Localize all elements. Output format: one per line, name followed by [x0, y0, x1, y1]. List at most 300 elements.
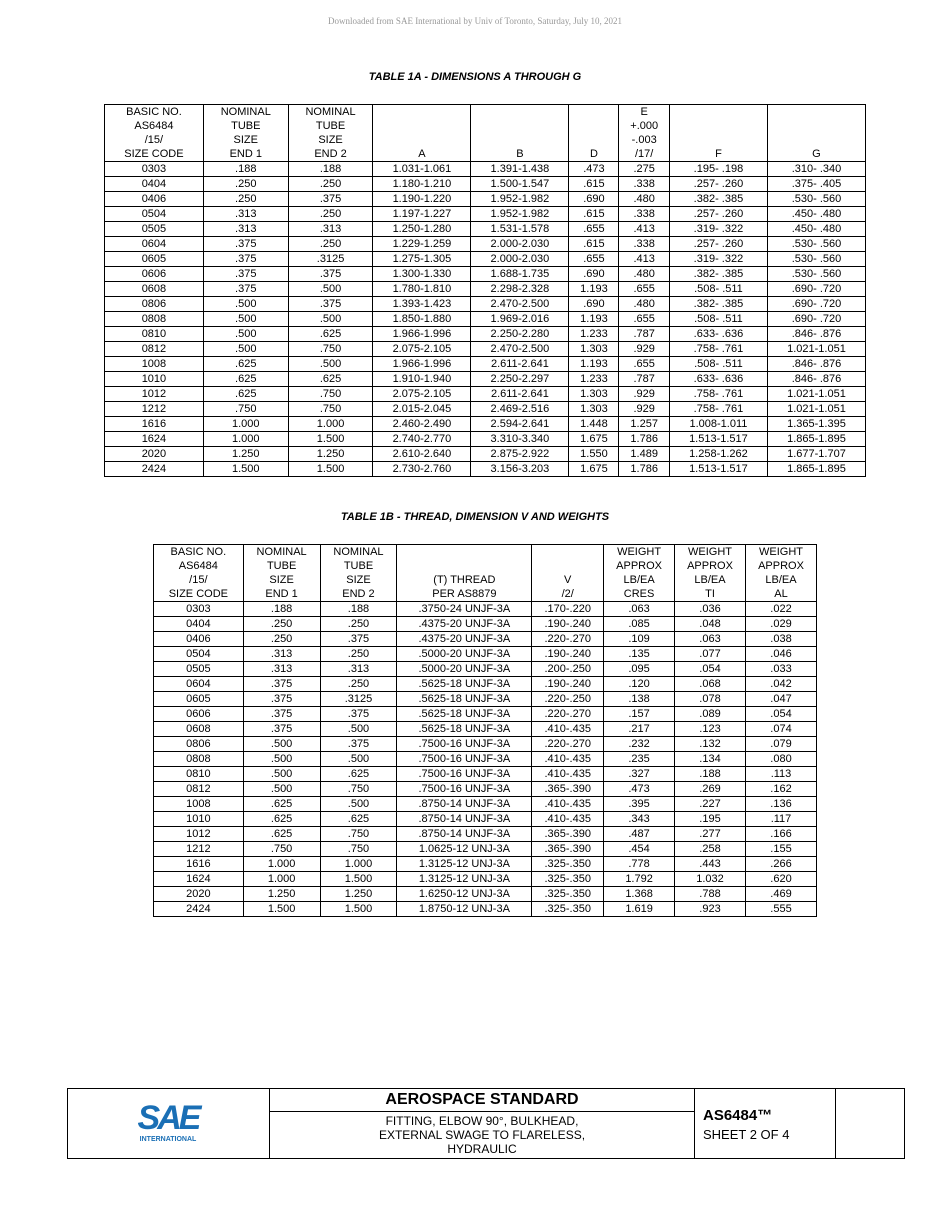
table-cell: .120 — [604, 677, 675, 692]
table-cell: .220-.250 — [532, 692, 604, 707]
table-row — [105, 462, 866, 477]
table-cell: .157 — [604, 707, 675, 722]
table-cell: 1.910-1.940 — [373, 372, 471, 387]
table-cell: 2.298-2.328 — [471, 282, 569, 297]
table-cell: .085 — [604, 617, 675, 632]
table-cell: .923 — [675, 902, 746, 917]
table-cell: .068 — [675, 677, 746, 692]
table-cell: 1.850-1.880 — [373, 312, 471, 327]
table-cell: .257- .260 — [669, 177, 767, 192]
table-cell: 1.250-1.280 — [373, 222, 471, 237]
column-header — [669, 105, 767, 162]
table-1a-title: TABLE 1A - DIMENSIONS A THROUGH G — [368, 71, 582, 83]
table-cell: 1.190-1.220 — [373, 192, 471, 207]
column-header-line: (T) THREAD — [433, 574, 496, 586]
table-cell: .500 — [320, 722, 397, 737]
table-cell: .250 — [288, 237, 373, 252]
table-row — [154, 662, 817, 677]
table-cell: .365-.390 — [532, 842, 604, 857]
table-cell: .750 — [288, 342, 373, 357]
table-cell: .846- .876 — [767, 327, 865, 342]
table-cell: .750 — [243, 842, 320, 857]
table-cell: 0406 — [154, 632, 244, 647]
table-cell: .200-.250 — [532, 662, 604, 677]
table-cell: 1.513-1.517 — [669, 462, 767, 477]
table-cell: .750 — [203, 402, 288, 417]
table-cell: .038 — [745, 632, 816, 647]
table-cell: .313 — [203, 207, 288, 222]
table-cell: .250 — [320, 647, 397, 662]
table-cell: .480 — [619, 192, 670, 207]
table-cell: 0604 — [154, 677, 244, 692]
title-block — [67, 1088, 905, 1159]
table-cell: .375 — [288, 192, 373, 207]
table-cell: 1.257 — [619, 417, 670, 432]
table-cell: 1.952-1.982 — [471, 207, 569, 222]
table-cell: .4375-20 UNJF-3A — [397, 617, 532, 632]
column-header-line: SIZE — [269, 574, 294, 586]
table-cell: 2.075-2.105 — [373, 387, 471, 402]
table-cell: .5000-20 UNJF-3A — [397, 647, 532, 662]
column-header-line: E — [640, 106, 648, 118]
table-header-row — [105, 105, 866, 162]
table-cell: .508- .511 — [669, 312, 767, 327]
table-cell: .166 — [745, 827, 816, 842]
column-header — [154, 545, 244, 602]
column-header — [675, 545, 746, 602]
table-cell: .195- .198 — [669, 162, 767, 177]
table-cell: 0608 — [154, 722, 244, 737]
table-cell: .138 — [604, 692, 675, 707]
column-header-line: APPROX — [687, 560, 733, 572]
table-cell: .054 — [675, 662, 746, 677]
table-cell: 1.258-1.262 — [669, 447, 767, 462]
table-cell: .625 — [203, 357, 288, 372]
table-cell: 2.250-2.297 — [471, 372, 569, 387]
table-cell: .155 — [745, 842, 816, 857]
title-cell — [270, 1089, 695, 1158]
column-header-line: AL — [774, 588, 788, 600]
table-cell: .690 — [569, 192, 619, 207]
standard-heading: AEROSPACE STANDARD — [270, 1089, 694, 1112]
table-cell: .5625-18 UNJF-3A — [397, 677, 532, 692]
table-row — [105, 417, 866, 432]
table-cell: .615 — [569, 237, 619, 252]
table-cell: 1.675 — [569, 462, 619, 477]
column-header-line: APPROX — [616, 560, 662, 572]
column-header-line: LB/EA — [623, 574, 655, 586]
column-header-line: LB/EA — [765, 574, 797, 586]
table-cell: 1.229-1.259 — [373, 237, 471, 252]
table-cell: 2.250-2.280 — [471, 327, 569, 342]
table-cell: 0608 — [105, 282, 204, 297]
table-cell: .450- .480 — [767, 222, 865, 237]
column-header — [745, 545, 816, 602]
table-row — [105, 237, 866, 252]
table-row — [105, 192, 866, 207]
table-cell: .5625-18 UNJF-3A — [397, 722, 532, 737]
table-cell: 2.470-2.500 — [471, 342, 569, 357]
table-cell: .530- .560 — [767, 267, 865, 282]
table-cell: .633- .636 — [669, 372, 767, 387]
table-cell: .7500-16 UNJF-3A — [397, 737, 532, 752]
table-cell: .7500-16 UNJF-3A — [397, 752, 532, 767]
table-cell: 1.500 — [243, 902, 320, 917]
table-cell: .620 — [745, 872, 816, 887]
table-cell: .690- .720 — [767, 312, 865, 327]
table-cell: .500 — [203, 312, 288, 327]
table-cell: .625 — [203, 372, 288, 387]
table-cell: .195 — [675, 812, 746, 827]
table-cell: .375 — [203, 237, 288, 252]
table-cell: 0605 — [154, 692, 244, 707]
table-cell: .8750-14 UNJF-3A — [397, 797, 532, 812]
table-cell: .375 — [243, 677, 320, 692]
thread-weights-table — [153, 544, 817, 917]
table-cell: .313 — [320, 662, 397, 677]
table-cell: .500 — [320, 752, 397, 767]
table-cell: 1.952-1.982 — [471, 192, 569, 207]
table-row — [154, 887, 817, 902]
column-header — [397, 545, 532, 602]
table-cell: .063 — [604, 602, 675, 617]
table-cell: .500 — [288, 357, 373, 372]
table-cell: .443 — [675, 857, 746, 872]
table-cell: .375 — [320, 737, 397, 752]
table-cell: 0808 — [154, 752, 244, 767]
table-cell: .500 — [243, 782, 320, 797]
table-cell: .029 — [745, 617, 816, 632]
column-header-line: BASIC NO. — [126, 106, 182, 118]
column-header-line: TUBE — [266, 560, 297, 572]
sae-logo-cell — [68, 1089, 270, 1158]
table-cell: 2.611-2.641 — [471, 387, 569, 402]
table-cell: 1.688-1.735 — [471, 267, 569, 282]
table-cell: .750 — [320, 827, 397, 842]
table-cell: .310- .340 — [767, 162, 865, 177]
table-cell: 2020 — [154, 887, 244, 902]
column-header — [619, 105, 670, 162]
table-row — [105, 357, 866, 372]
table-row — [105, 162, 866, 177]
table-cell: .325-.350 — [532, 857, 604, 872]
table-cell: .469 — [745, 887, 816, 902]
table-cell: 1.000 — [203, 417, 288, 432]
table-cell: 0505 — [154, 662, 244, 677]
table-cell: 1.531-1.578 — [471, 222, 569, 237]
column-header-line: D — [589, 148, 598, 160]
table-cell: 1.021-1.051 — [767, 402, 865, 417]
table-cell: .500 — [203, 327, 288, 342]
table-cell: 0810 — [154, 767, 244, 782]
table-cell: .633- .636 — [669, 327, 767, 342]
table-cell: .454 — [604, 842, 675, 857]
table-cell: .319- .322 — [669, 252, 767, 267]
table-cell: 1.619 — [604, 902, 675, 917]
table-cell: .365-.390 — [532, 782, 604, 797]
column-header-line: SIZE CODE — [124, 148, 184, 160]
table-cell: .480 — [619, 297, 670, 312]
table-row — [105, 222, 866, 237]
table-cell: 1.500 — [288, 432, 373, 447]
table-cell: 1212 — [105, 402, 204, 417]
table-cell: .338 — [619, 207, 670, 222]
table-cell: 2.611-2.641 — [471, 357, 569, 372]
table-cell: 2424 — [105, 462, 204, 477]
table-cell: 1.250 — [288, 447, 373, 462]
table-cell: 1.865-1.895 — [767, 432, 865, 447]
table-cell: 2.740-2.770 — [373, 432, 471, 447]
table-cell: 1.500 — [288, 462, 373, 477]
table-cell: 1.550 — [569, 447, 619, 462]
table-cell: .257- .260 — [669, 207, 767, 222]
sae-logo-subtext: INTERNATIONAL — [139, 1136, 197, 1143]
table-cell: .410-.435 — [532, 722, 604, 737]
table-cell: 2.730-2.760 — [373, 462, 471, 477]
table-cell: .375 — [288, 297, 373, 312]
table-cell: .480 — [619, 267, 670, 282]
table-cell: .690- .720 — [767, 297, 865, 312]
table-cell: 1616 — [154, 857, 244, 872]
column-header-line: PER AS8879 — [432, 588, 497, 600]
table-cell: .413 — [619, 252, 670, 267]
table-cell: .375 — [243, 707, 320, 722]
column-header-line: SIZE — [318, 134, 343, 146]
table-cell: .508- .511 — [669, 357, 767, 372]
column-header-line: CRES — [623, 588, 655, 600]
table-row — [154, 857, 817, 872]
column-header-line: WEIGHT — [758, 546, 803, 558]
table-cell: .117 — [745, 812, 816, 827]
table-cell: .375 — [320, 707, 397, 722]
column-header-line: A — [418, 148, 426, 160]
table-cell: 1.675 — [569, 432, 619, 447]
table-cell: .338 — [619, 177, 670, 192]
table-cell: .500 — [243, 752, 320, 767]
table-cell: 1.513-1.517 — [669, 432, 767, 447]
table-cell: .3125 — [288, 252, 373, 267]
table-cell: .3750-24 UNJF-3A — [397, 602, 532, 617]
column-header-line: /2/ — [561, 588, 574, 600]
table-cell: 2.015-2.045 — [373, 402, 471, 417]
table-cell: .327 — [604, 767, 675, 782]
table-cell: .227 — [675, 797, 746, 812]
table-cell: .615 — [569, 207, 619, 222]
table-row — [105, 297, 866, 312]
column-header-line: LB/EA — [694, 574, 726, 586]
column-header-line: V — [564, 574, 572, 586]
table-row — [105, 267, 866, 282]
table-cell: 1.250 — [320, 887, 397, 902]
column-header — [767, 105, 865, 162]
table-cell: .063 — [675, 632, 746, 647]
table-cell: .188 — [203, 162, 288, 177]
table-cell: .750 — [288, 387, 373, 402]
table-cell: .500 — [288, 312, 373, 327]
table-row — [154, 752, 817, 767]
table-cell: 1212 — [154, 842, 244, 857]
table-cell: 0810 — [105, 327, 204, 342]
table-row — [105, 372, 866, 387]
table-cell: .929 — [619, 402, 670, 417]
table-cell: 0406 — [105, 192, 204, 207]
table-cell: 1.966-1.996 — [373, 357, 471, 372]
table-cell: .232 — [604, 737, 675, 752]
table-cell: 1.193 — [569, 282, 619, 297]
table-cell: .190-.240 — [532, 677, 604, 692]
table-cell: .054 — [745, 707, 816, 722]
table-cell: .136 — [745, 797, 816, 812]
table-cell: 2.000-2.030 — [471, 252, 569, 267]
column-header-line: END 1 — [265, 588, 298, 600]
table-cell: .555 — [745, 902, 816, 917]
table-row — [105, 177, 866, 192]
table-cell: .473 — [569, 162, 619, 177]
table-row — [105, 282, 866, 297]
table-cell: .048 — [675, 617, 746, 632]
document-subtitle — [270, 1112, 694, 1156]
table-cell: .170-.220 — [532, 602, 604, 617]
table-cell: .758- .761 — [669, 402, 767, 417]
table-cell: 0504 — [105, 207, 204, 222]
table-cell: .846- .876 — [767, 357, 865, 372]
table-cell: .188 — [243, 602, 320, 617]
table-cell: .375 — [243, 692, 320, 707]
column-header-line: TUBE — [315, 120, 346, 132]
table-cell: .258 — [675, 842, 746, 857]
table-cell: 1.393-1.423 — [373, 297, 471, 312]
column-header — [243, 545, 320, 602]
document-number-cell — [695, 1089, 836, 1158]
table-cell: 1.677-1.707 — [767, 447, 865, 462]
table-cell: .5625-18 UNJF-3A — [397, 707, 532, 722]
table-cell: .190-.240 — [532, 617, 604, 632]
table-cell: .235 — [604, 752, 675, 767]
table-cell: .750 — [288, 402, 373, 417]
table-cell: 1012 — [105, 387, 204, 402]
table-cell: .8750-14 UNJF-3A — [397, 827, 532, 842]
table-cell: 0812 — [154, 782, 244, 797]
table-cell: 1008 — [154, 797, 244, 812]
column-header-line: NOMINAL — [305, 106, 356, 118]
column-header-line: END 2 — [342, 588, 375, 600]
table-cell: 1.500-1.547 — [471, 177, 569, 192]
table-cell: .500 — [203, 297, 288, 312]
table-cell: 0504 — [154, 647, 244, 662]
table-cell: .079 — [745, 737, 816, 752]
table-row — [154, 647, 817, 662]
table-cell: .375 — [288, 267, 373, 282]
table-row — [154, 872, 817, 887]
table-cell: .690 — [569, 297, 619, 312]
table-cell: .500 — [203, 342, 288, 357]
table-row — [154, 737, 817, 752]
table-cell: 1.000 — [243, 857, 320, 872]
download-watermark: Downloaded from SAE International by Univ of Toronto, Saturday, July 10, 2021 — [327, 16, 623, 26]
table-row — [154, 812, 817, 827]
table-cell: 1.966-1.996 — [373, 327, 471, 342]
table-cell: .500 — [243, 767, 320, 782]
table-row — [154, 902, 817, 917]
table-cell: .095 — [604, 662, 675, 677]
table-cell: .655 — [619, 357, 670, 372]
table-cell: 1.197-1.227 — [373, 207, 471, 222]
table-row — [154, 617, 817, 632]
table-cell: .788 — [675, 887, 746, 902]
table-cell: 2424 — [154, 902, 244, 917]
table-cell: .343 — [604, 812, 675, 827]
table-cell: .250 — [243, 632, 320, 647]
table-cell: 2.075-2.105 — [373, 342, 471, 357]
table-cell: 0606 — [154, 707, 244, 722]
table-cell: .250 — [203, 192, 288, 207]
table-cell: .132 — [675, 737, 746, 752]
column-header-line: END 2 — [314, 148, 347, 160]
table-cell: .036 — [675, 602, 746, 617]
table-cell: 1.786 — [619, 432, 670, 447]
table-cell: .375 — [243, 722, 320, 737]
table-cell: .375- .405 — [767, 177, 865, 192]
table-cell: .275 — [619, 162, 670, 177]
table-cell: 0606 — [105, 267, 204, 282]
table-cell: .410-.435 — [532, 767, 604, 782]
table-row — [154, 602, 817, 617]
table-cell: 1.780-1.810 — [373, 282, 471, 297]
column-header-line: TUBE — [343, 560, 374, 572]
table-cell: .655 — [619, 312, 670, 327]
table-cell: 1008 — [105, 357, 204, 372]
column-header — [288, 105, 373, 162]
table-cell: .269 — [675, 782, 746, 797]
table-cell: .047 — [745, 692, 816, 707]
table-cell: .109 — [604, 632, 675, 647]
table-cell: .188 — [320, 602, 397, 617]
table-cell: .410-.435 — [532, 797, 604, 812]
table-cell: .313 — [288, 222, 373, 237]
table-row — [154, 827, 817, 842]
table-cell: .135 — [604, 647, 675, 662]
table-cell: 1.792 — [604, 872, 675, 887]
table-cell: .266 — [745, 857, 816, 872]
table-row — [154, 707, 817, 722]
table-cell: .450- .480 — [767, 207, 865, 222]
table-row — [154, 782, 817, 797]
column-header-line: BASIC NO. — [170, 546, 227, 558]
table-cell: .778 — [604, 857, 675, 872]
table-cell: .5625-18 UNJF-3A — [397, 692, 532, 707]
table-cell: 0404 — [105, 177, 204, 192]
sae-logo-mark: SAE — [137, 1099, 199, 1137]
table-cell: .846- .876 — [767, 372, 865, 387]
table-row — [154, 632, 817, 647]
table-cell: 1.000 — [288, 417, 373, 432]
table-cell: .4375-20 UNJF-3A — [397, 632, 532, 647]
table-cell: 0806 — [105, 297, 204, 312]
table-cell: .220-.270 — [532, 632, 604, 647]
table-cell: 3.310-3.340 — [471, 432, 569, 447]
table-cell: .220-.270 — [532, 737, 604, 752]
table-cell: 1.8750-12 UNJ-3A — [397, 902, 532, 917]
table-cell: .250 — [320, 617, 397, 632]
table-1b-title: TABLE 1B - THREAD, DIMENSION V AND WEIGHTS — [340, 511, 610, 523]
table-cell: 0303 — [105, 162, 204, 177]
table-cell: .625 — [243, 797, 320, 812]
table-cell: .319- .322 — [669, 222, 767, 237]
document-number: AS6484™ — [703, 1107, 773, 1124]
table-cell: 1.500 — [203, 462, 288, 477]
table-cell: .413 — [619, 222, 670, 237]
table-cell: .750 — [320, 782, 397, 797]
